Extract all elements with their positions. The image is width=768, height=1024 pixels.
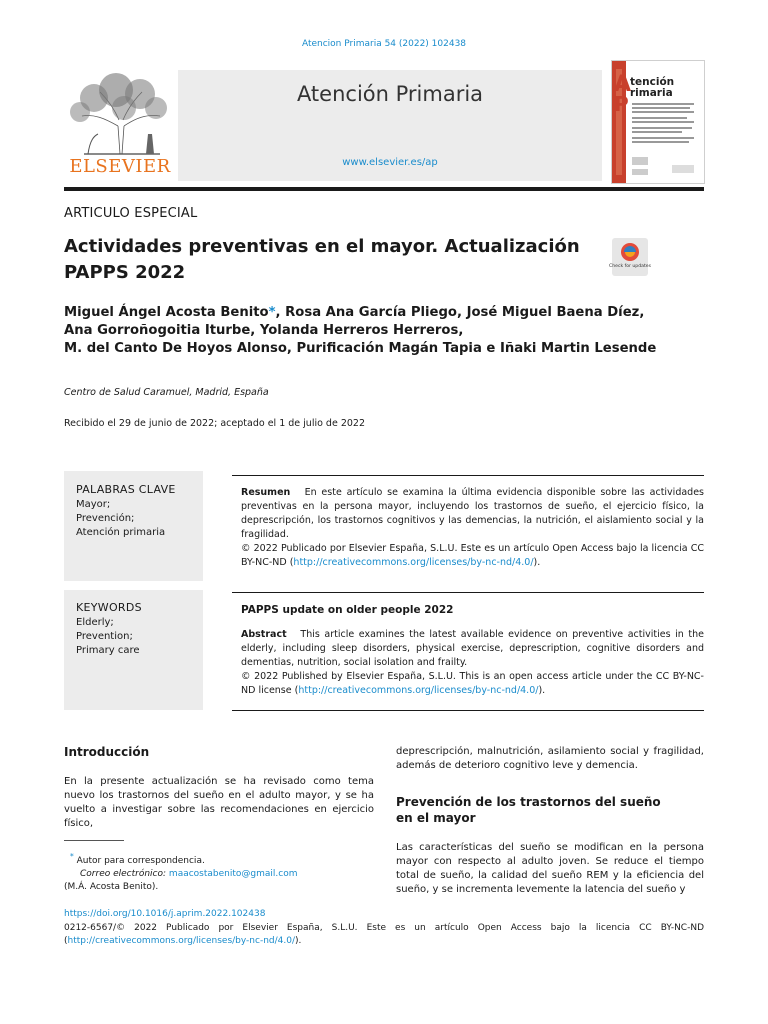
cover-letter-a: A bbox=[614, 72, 632, 97]
author-name: Miguel Ángel Acosta Benito bbox=[64, 305, 269, 320]
license-link[interactable]: http://creativecommons.org/licenses/by-nc-nd/4.0/ bbox=[293, 557, 534, 568]
footnote-rule bbox=[64, 840, 124, 841]
license-link[interactable]: http://creativecommons.org/licenses/by-nc-nd/4.0/ bbox=[298, 685, 539, 696]
right-column-continuation: deprescripción, malnutrición, asilamiento social y fragilidad, además de deterioro cognitivo leve y demencia. bbox=[396, 746, 704, 771]
abstract-en-license: © 2022 Published by Elsevier España, S.L.U. This is an open access article under the CC BY-NC-ND license ( bbox=[241, 671, 704, 696]
author-line bbox=[64, 304, 704, 322]
license-link[interactable]: http://creativecommons.org/licenses/by-nc-nd/4.0/ bbox=[67, 936, 295, 946]
check-updates-label: Check for updates bbox=[609, 264, 651, 269]
journal-url-link[interactable]: www.elsevier.es/ap bbox=[342, 157, 438, 168]
author-line: M. del Canto De Hoyos Alonso, Purificación Magán Tapia e Iñaki Martin Lesende bbox=[64, 341, 657, 356]
corresponding-author-mark[interactable]: * bbox=[268, 305, 276, 320]
author-names: , Rosa Ana García Pliego, José Miguel Baena Díez, bbox=[275, 305, 645, 320]
license-suffix: ). bbox=[533, 557, 541, 568]
corresponding-author-footnote bbox=[64, 850, 364, 894]
publisher-wordmark: ELSEVIER bbox=[69, 156, 171, 177]
abstract-en-title: PAPPS update on older people 2022 bbox=[241, 604, 454, 616]
keywords-en-heading: KEYWORDS bbox=[76, 601, 142, 614]
keywords-en-box bbox=[64, 590, 203, 710]
article-title: Actividades preventivas en el mayor. Actualización PAPPS 2022 bbox=[64, 236, 580, 283]
cover-letter-p: P bbox=[614, 92, 629, 116]
cover-title-line1: tención bbox=[630, 76, 675, 88]
footnote-line bbox=[64, 868, 364, 881]
abstract-en-label: Abstract bbox=[241, 629, 287, 640]
abstract-divider bbox=[232, 592, 704, 593]
intro-heading: Introducción bbox=[64, 745, 150, 759]
abstract-es-license: © 2022 Publicado por Elsevier España, S.L.U. Este es un artículo Open Access bajo la licencia CC BY-NC-ND ( bbox=[241, 543, 704, 568]
author-list bbox=[64, 304, 704, 358]
license-suffix: ). bbox=[538, 685, 546, 696]
author-line: Ana Gorroñogoitia Iturbe, Yolanda Herreros Herreros, bbox=[64, 323, 464, 338]
abstract-es-label: Resumen bbox=[241, 487, 291, 498]
received-dates: Recibido el 29 de junio de 2022; aceptado el 1 de julio de 2022 bbox=[64, 418, 365, 429]
keywords-es-box bbox=[64, 471, 203, 581]
journal-title: Atención Primaria bbox=[296, 82, 484, 106]
header-divider bbox=[64, 187, 704, 191]
sleep-paragraph: Las características del sueño se modifican en la persona mayor con respecto al adulto joven. Se reduce el tiempo total de sueño, la calidad del sueño REM y la eficiencia del sueño, y se incrementa levemente la latencia del sueño y bbox=[396, 842, 704, 895]
check-for-updates-button[interactable] bbox=[609, 238, 651, 276]
email-label: Correo electrónico: bbox=[80, 869, 167, 879]
abstract-es-text: En este artículo se examina la última evidencia disponible sobre las actividades preventivas en la persona mayor, incluyendo los trastornos de sueño, el ejercicio físico, la deprescripción, los trastornos cognitivos y las demencias, la nutrición, el aislamiento social y la fragilidad. bbox=[241, 487, 704, 540]
abstract-en bbox=[241, 628, 704, 698]
cover-title-line2: rimaria bbox=[630, 87, 673, 99]
footer-license bbox=[64, 922, 704, 948]
intro-paragraph: En la presente actualización se ha revisado como tema nuevo los trastornos del sueño en el adulto mayor, y se ha vuelto a investigar sobre las recomendaciones en ejercicio físico, bbox=[64, 776, 374, 829]
keywords-es-heading: PALABRAS CLAVE bbox=[76, 483, 176, 496]
abstract-bottom-rule bbox=[232, 710, 704, 711]
journal-reference[interactable]: Atencion Primaria 54 (2022) 102438 bbox=[301, 39, 467, 49]
footer-license-text: 0212-6567/© 2022 Publicado por Elsevier España, S.L.U. Este es un artículo Open Access bajo la licencia CC BY-NC-ND ( bbox=[64, 923, 704, 946]
footnote-text: Autor para correspondencia. bbox=[76, 856, 205, 866]
keyword: Prevención; bbox=[76, 513, 135, 524]
keyword: Elderly; bbox=[76, 617, 114, 628]
doi-link[interactable]: https://doi.org/10.1016/j.aprim.2022.102438 bbox=[64, 909, 266, 919]
footnote-line bbox=[64, 850, 364, 868]
footnote-line: (M.Á. Acosta Benito). bbox=[64, 882, 159, 892]
sleep-section-heading: Prevención de los trastornos del sueño en el mayor bbox=[396, 795, 661, 825]
abstract-es-top-rule bbox=[232, 475, 704, 476]
email-link[interactable]: maacostabenito@gmail.com bbox=[168, 869, 298, 879]
keyword: Prevention; bbox=[76, 631, 133, 642]
article-type: ARTICULO ESPECIAL bbox=[64, 206, 198, 221]
footnote-mark: * bbox=[70, 852, 74, 861]
affiliation: Centro de Salud Caramuel, Madrid, España bbox=[64, 387, 269, 398]
journal-cover-thumbnail bbox=[611, 60, 705, 184]
keyword: Mayor; bbox=[76, 499, 111, 510]
abstract-en-text: This article examines the latest available evidence on preventive activities in the elderly, including sleep disorders, physical exercise, deprescription, cognitive disorders and dementias, nutrition, social isolation and frailty. bbox=[241, 629, 705, 668]
keyword: Atención primaria bbox=[76, 527, 166, 538]
abstract-es bbox=[241, 486, 704, 570]
license-suffix: ). bbox=[295, 936, 302, 946]
keyword: Primary care bbox=[76, 645, 140, 656]
